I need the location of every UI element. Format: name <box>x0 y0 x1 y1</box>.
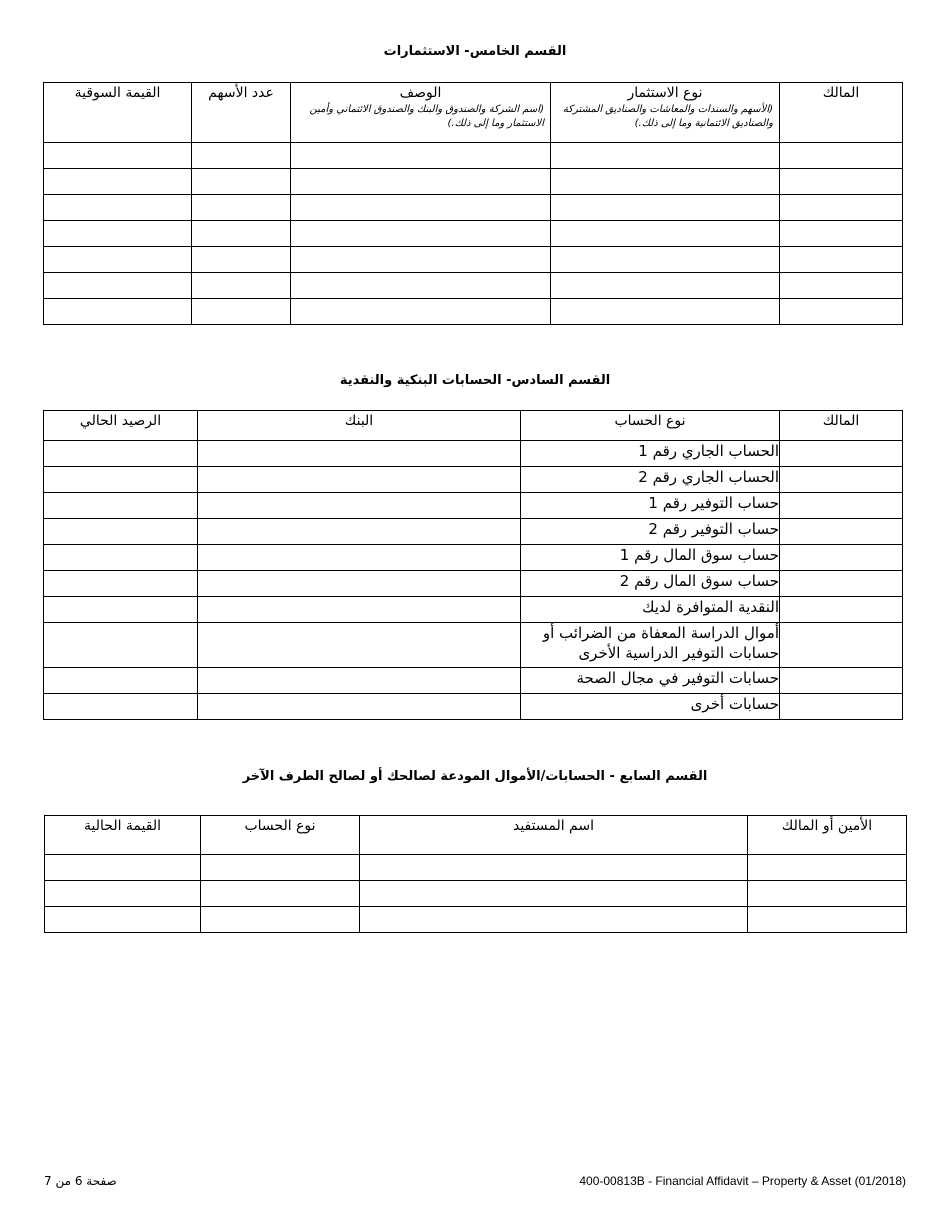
market-value-cell[interactable] <box>44 143 192 169</box>
account-type-label: الحساب الجاري رقم 1 <box>521 441 780 467</box>
investment-type-cell[interactable] <box>551 169 780 195</box>
market-value-cell[interactable] <box>44 195 192 221</box>
beneficiary-cell[interactable] <box>360 855 748 881</box>
header-current-value: القيمة الحالية <box>45 816 201 855</box>
table-row <box>44 467 903 493</box>
investment-type-cell[interactable] <box>551 247 780 273</box>
account-type-label: حساب التوفير رقم 1 <box>521 493 780 519</box>
balance-cell[interactable] <box>44 694 198 720</box>
bank-cell[interactable] <box>198 623 521 668</box>
description-cell[interactable] <box>291 273 551 299</box>
account-type-label: حساب سوق المال رقم 2 <box>521 571 780 597</box>
header-account-type: نوع الحساب <box>201 816 360 855</box>
account-type-label: الحساب الجاري رقم 2 <box>521 467 780 493</box>
market-value-cell[interactable] <box>44 169 192 195</box>
description-cell[interactable] <box>291 247 551 273</box>
bank-cell[interactable] <box>198 694 521 720</box>
balance-cell[interactable] <box>44 571 198 597</box>
investment-type-cell[interactable] <box>551 299 780 325</box>
header-market-value: القيمة السوقية <box>44 83 192 143</box>
table-row <box>44 195 903 221</box>
header-balance: الرصيد الحالي <box>44 411 198 441</box>
owner-cell[interactable] <box>780 694 903 720</box>
shares-cell[interactable] <box>192 299 291 325</box>
table-row <box>45 881 907 907</box>
shares-cell[interactable] <box>192 221 291 247</box>
table-row <box>44 493 903 519</box>
bank-cell[interactable] <box>198 668 521 694</box>
market-value-cell[interactable] <box>44 273 192 299</box>
market-value-cell[interactable] <box>44 247 192 273</box>
bank-cell[interactable] <box>198 571 521 597</box>
table-row <box>44 668 903 694</box>
table-row <box>44 441 903 467</box>
trust-accounts-table <box>44 815 907 933</box>
shares-cell[interactable] <box>192 273 291 299</box>
investments-table <box>43 82 903 325</box>
shares-cell[interactable] <box>192 195 291 221</box>
balance-cell[interactable] <box>44 493 198 519</box>
balance-cell[interactable] <box>44 623 198 668</box>
bank-cell[interactable] <box>198 441 521 467</box>
bank-cell[interactable] <box>198 597 521 623</box>
investment-type-cell[interactable] <box>551 195 780 221</box>
shares-cell[interactable] <box>192 169 291 195</box>
owner-cell[interactable] <box>780 143 903 169</box>
balance-cell[interactable] <box>44 467 198 493</box>
investment-type-cell[interactable] <box>551 221 780 247</box>
balance-cell[interactable] <box>44 519 198 545</box>
header-description: الوصف (اسم الشركة والصندوق والبنك والصندوق الائتماني وأمين الاستثمار وما إلى ذلك.) <box>291 83 551 143</box>
header-owner: المالك <box>780 411 903 441</box>
shares-cell[interactable] <box>192 247 291 273</box>
description-cell[interactable] <box>291 221 551 247</box>
header-trustee: الأمين أو المالك <box>748 816 907 855</box>
bank-cell[interactable] <box>198 519 521 545</box>
owner-cell[interactable] <box>780 668 903 694</box>
owner-cell[interactable] <box>780 299 903 325</box>
trustee-cell[interactable] <box>748 881 907 907</box>
current-value-cell[interactable] <box>45 881 201 907</box>
account-type-label: حساب التوفير رقم 2 <box>521 519 780 545</box>
table-row <box>44 247 903 273</box>
description-cell[interactable] <box>291 299 551 325</box>
table-row <box>44 597 903 623</box>
table-row <box>44 299 903 325</box>
balance-cell[interactable] <box>44 441 198 467</box>
header-shares: عدد الأسهم <box>192 83 291 143</box>
description-cell[interactable] <box>291 169 551 195</box>
trustee-cell[interactable] <box>748 855 907 881</box>
owner-cell[interactable] <box>780 623 903 668</box>
owner-cell[interactable] <box>780 247 903 273</box>
bank-cell[interactable] <box>198 545 521 571</box>
account-type-cell[interactable] <box>201 881 360 907</box>
account-type-label: النقدية المتوافرة لديك <box>521 597 780 623</box>
balance-cell[interactable] <box>44 668 198 694</box>
owner-cell[interactable] <box>780 545 903 571</box>
account-type-label: حساب سوق المال رقم 1 <box>521 545 780 571</box>
owner-cell[interactable] <box>780 273 903 299</box>
bank-cell[interactable] <box>198 493 521 519</box>
table-row <box>44 519 903 545</box>
beneficiary-cell[interactable] <box>360 881 748 907</box>
table-row <box>44 694 903 720</box>
bank-cell[interactable] <box>198 467 521 493</box>
owner-cell[interactable] <box>780 597 903 623</box>
owner-cell[interactable] <box>780 493 903 519</box>
table-row <box>45 855 907 881</box>
account-type-label: حسابات التوفير في مجال الصحة <box>521 668 780 694</box>
header-bank: البنك <box>198 411 521 441</box>
table-row <box>44 545 903 571</box>
header-owner: المالك <box>780 83 903 143</box>
owner-cell[interactable] <box>780 195 903 221</box>
table-row <box>44 169 903 195</box>
current-value-cell[interactable] <box>45 855 201 881</box>
page-number: صفحة 6 من 7 <box>44 1174 117 1188</box>
account-type-cell[interactable] <box>201 855 360 881</box>
bank-accounts-table <box>43 410 903 720</box>
header-investment-type: نوع الاستثمار (الأسهم والسندات والمعاشات والصناديق المشتركة والصناديق الائتمانية وما إلى ذلك.) <box>551 83 780 143</box>
owner-cell[interactable] <box>780 571 903 597</box>
table-row <box>44 143 903 169</box>
table-row <box>44 273 903 299</box>
owner-cell[interactable] <box>780 169 903 195</box>
description-cell[interactable] <box>291 143 551 169</box>
header-beneficiary: اسم المستفيد <box>360 816 748 855</box>
section5-title: القسم الخامس- الاستثمارات <box>383 44 567 59</box>
shares-cell[interactable] <box>192 143 291 169</box>
account-type-label: حسابات أخرى <box>521 694 780 720</box>
owner-cell[interactable] <box>780 441 903 467</box>
table-row <box>44 571 903 597</box>
balance-cell[interactable] <box>44 545 198 571</box>
description-cell[interactable] <box>291 195 551 221</box>
balance-cell[interactable] <box>44 597 198 623</box>
owner-cell[interactable] <box>780 221 903 247</box>
market-value-cell[interactable] <box>44 299 192 325</box>
header-account-type: نوع الحساب <box>521 411 780 441</box>
investment-type-cell[interactable] <box>551 143 780 169</box>
beneficiary-cell[interactable] <box>360 907 748 933</box>
table-row <box>44 221 903 247</box>
section7-title: القسم السابع - الحسابات/الأموال المودعة لصالحك أو لصالح الطرف الآخر <box>242 769 708 784</box>
trustee-cell[interactable] <box>748 907 907 933</box>
owner-cell[interactable] <box>780 519 903 545</box>
table-row <box>44 623 903 668</box>
account-type-cell[interactable] <box>201 907 360 933</box>
section6-title: القسم السادس- الحسابات البنكية والنقدية <box>339 373 611 388</box>
owner-cell[interactable] <box>780 467 903 493</box>
investment-type-cell[interactable] <box>551 273 780 299</box>
table-row <box>45 907 907 933</box>
form-id: 400-00813B - Financial Affidavit – Property & Asset (01/2018) <box>579 1174 906 1188</box>
current-value-cell[interactable] <box>45 907 201 933</box>
market-value-cell[interactable] <box>44 221 192 247</box>
account-type-label: أموال الدراسة المعفاة من الضرائب أو حسابات التوفير الدراسية الأخرى <box>521 623 780 668</box>
